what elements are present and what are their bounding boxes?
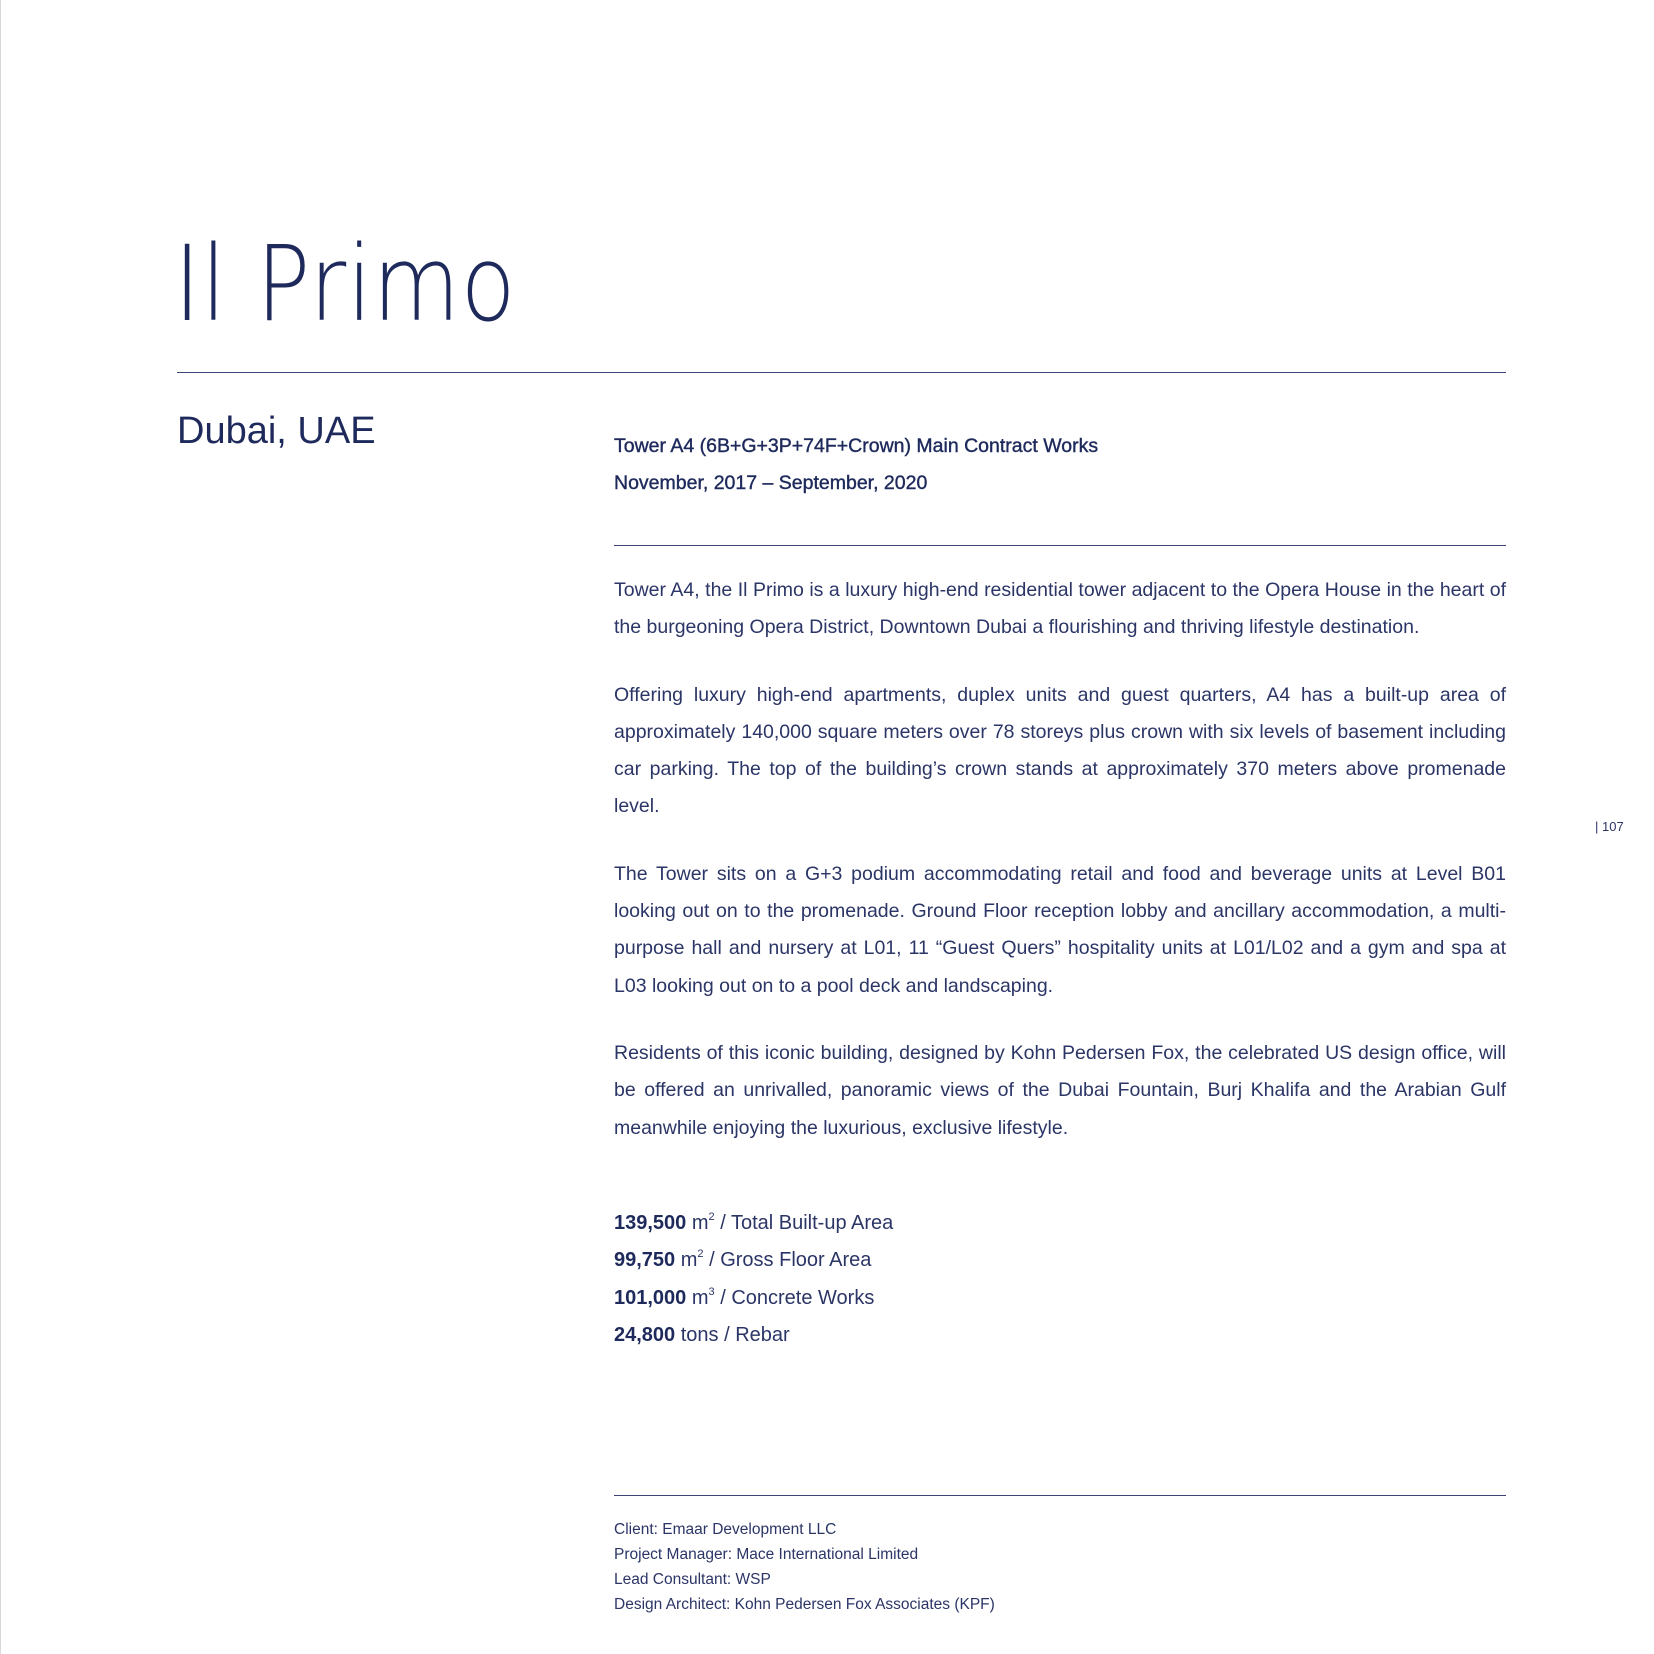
project-stats	[614, 1205, 893, 1354]
stat-label: / Concrete Works	[714, 1286, 875, 1309]
stat-unit: m	[691, 1286, 709, 1309]
credit-client: Client: Emaar Development LLC	[614, 1521, 837, 1538]
stat-value: 101,000	[614, 1286, 687, 1309]
stat-unit: m	[691, 1212, 709, 1234]
project-location: Dubai, UAE	[177, 410, 376, 452]
stat-unit: m	[680, 1249, 698, 1272]
description-paragraph: Residents of this iconic building, designed by Kohn Pedersen Fox, the celebrated US design office, will be offered an unrivalled, panoramic views of the Dubai Fountain, Burj Khalifa and the Arabian Gulf meanwhile enjoying the luxurious, exclusive lifestyle.	[614, 1041, 1506, 1139]
page-title: Il Primo	[174, 223, 517, 345]
stat-unit-exponent: 3	[708, 1285, 715, 1298]
title-divider	[177, 372, 1506, 373]
stat-unit: tons	[680, 1323, 719, 1346]
stat-value: 99,750	[614, 1249, 676, 1272]
stat-row	[614, 1317, 893, 1354]
stat-row	[614, 1205, 893, 1242]
page-edge	[0, 0, 1, 1654]
stat-label: / Gross Floor Area	[703, 1249, 872, 1272]
contract-info	[614, 428, 1098, 502]
section-divider	[614, 545, 1506, 546]
stat-label: / Rebar	[718, 1323, 790, 1346]
project-description	[614, 572, 1506, 1177]
description-paragraph: Tower A4, the Il Primo is a luxury high-end residential tower adjacent to the Opera House in the heart of the burgeoning Opera District, Downtown Dubai a flourishing and thriving lifestyle destination.	[614, 579, 1506, 639]
stat-row	[614, 1242, 893, 1279]
credit-project-manager: Project Manager: Mace International Limited	[614, 1546, 919, 1563]
credits-divider	[614, 1495, 1506, 1496]
contract-title: Tower A4 (6B+G+3P+74F+Crown) Main Contract Works	[614, 435, 1099, 457]
project-credits	[614, 1517, 995, 1617]
description-paragraph: The Tower sits on a G+3 podium accommodating retail and food and beverage units at Level B01 looking out on to the promenade. Ground Floor reception lobby and ancillary accommodation, a multi-purpose hall and nursery at L01, 11 “Guest Quers” hospitality units at L01/L02 and a gym and spa at L03 looking out on to a pool deck and landscaping.	[614, 862, 1506, 997]
stat-value: 139,500	[614, 1212, 687, 1234]
stat-label: / Total Built-up Area	[714, 1212, 894, 1234]
credit-design-architect: Design Architect: Kohn Pedersen Fox Associates (KPF)	[614, 1596, 995, 1613]
contract-dates: November, 2017 – September, 2020	[614, 472, 928, 494]
description-paragraph: Offering luxury high-end apartments, duplex units and guest quarters, A4 has a built-up area of approximately 140,000 square meters over 78 storeys plus crown with six levels of basement including car parking. The top of the building’s crown stands at approximately 370 meters above promenade level.	[614, 683, 1506, 818]
stat-value: 24,800	[614, 1323, 676, 1346]
stat-unit-exponent: 2	[697, 1248, 704, 1261]
stat-row	[614, 1280, 893, 1317]
page-number: | 107	[1595, 819, 1624, 834]
stat-unit-exponent: 2	[708, 1211, 715, 1223]
credit-lead-consultant: Lead Consultant: WSP	[614, 1571, 771, 1588]
